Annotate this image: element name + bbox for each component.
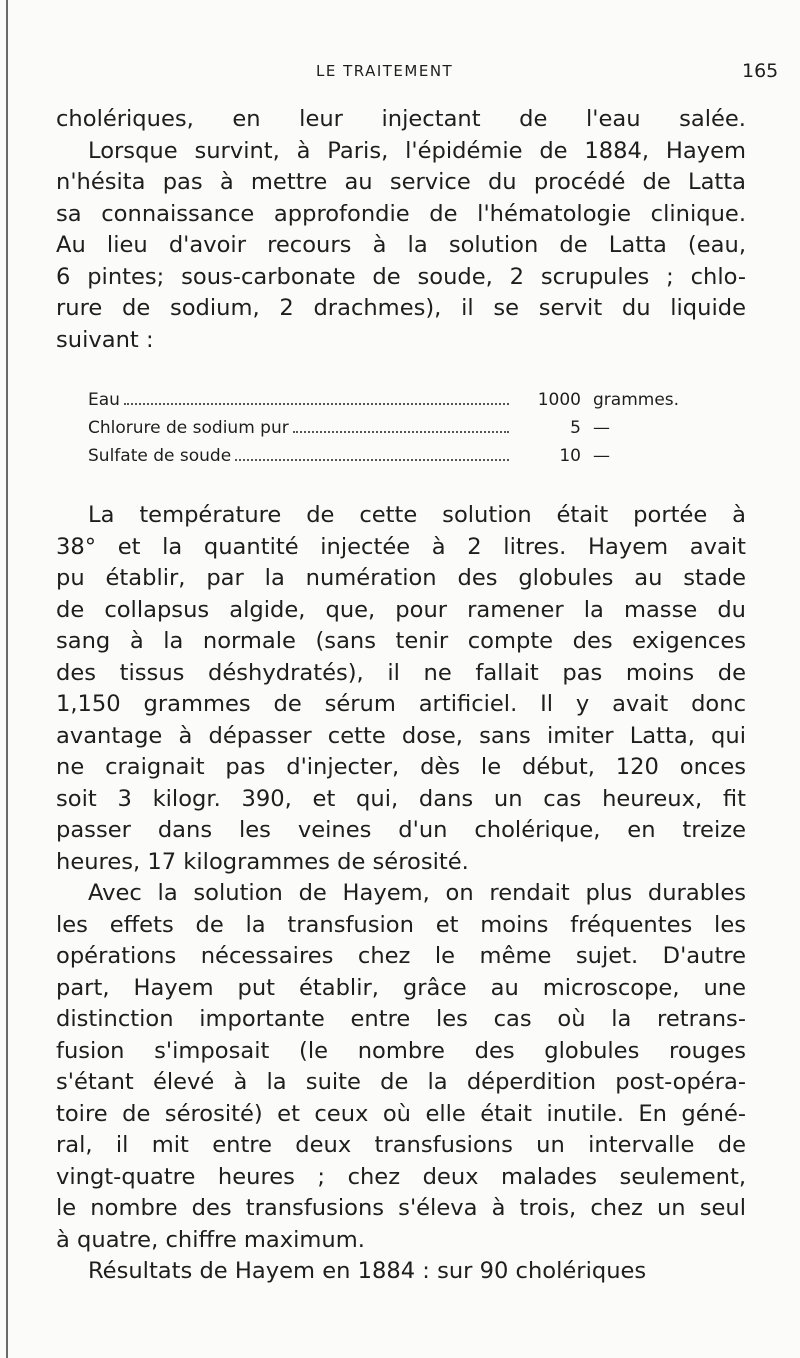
recipe-row bbox=[88, 386, 688, 414]
text-line: soit 3 kilogr. 390, et qui, dans un cas heureux, fit bbox=[56, 785, 746, 812]
text-line: rure de sodium, 2 drachmes), il se servit du liquide bbox=[56, 295, 746, 321]
text-line: 1,150 grammes de sérum artificiel. Il y avait donc bbox=[56, 691, 746, 717]
recipe-unit: — bbox=[593, 446, 610, 466]
dot-leader bbox=[235, 458, 509, 461]
text-line: les effets de la transfusion et moins fréquentes les bbox=[56, 911, 746, 938]
text-line: sa connaissance approfondie de l'hématologie clinique. bbox=[56, 200, 746, 227]
dot-leader bbox=[124, 402, 509, 405]
recipe-unit: grammes. bbox=[593, 390, 680, 410]
text-line: cholériques, en leur injectant de l'eau salée. bbox=[56, 106, 746, 132]
recipe-row bbox=[88, 442, 688, 470]
text-line: des tissus déshydratés), il ne fallait pas moins de bbox=[56, 659, 746, 686]
text-line: vingt-quatre heures ; chez deux malades seulement, bbox=[56, 1163, 746, 1190]
paragraph-3 bbox=[56, 878, 746, 1256]
recipe-table bbox=[88, 386, 688, 470]
recipe-quantity: 5 bbox=[570, 418, 581, 438]
text-line: avantage à dépasser cette dose, sans imiter Latta, qui bbox=[56, 722, 746, 749]
text-line: de collapsus algide, que, pour ramener la masse du bbox=[56, 596, 746, 623]
text-line: n'hésita pas à mettre au service du procédé de Latta bbox=[56, 169, 746, 195]
running-head bbox=[0, 62, 800, 92]
paragraph-1 bbox=[56, 104, 746, 356]
page-number: 165 bbox=[742, 60, 779, 82]
text-line: à quatre, chiffre maximum. bbox=[56, 1226, 365, 1253]
running-head-title: LE TRAITEMENT bbox=[316, 62, 454, 80]
text-line: fusion s'imposait (le nombre des globules rouges bbox=[56, 1037, 746, 1064]
page-binding-edge bbox=[6, 0, 8, 1358]
text-line: 38° et la quantité injectée à 2 litres. Hayem avait bbox=[56, 533, 746, 560]
text-line: distinction importante entre les cas où la retrans- bbox=[56, 1006, 746, 1032]
text-line: passer dans les veines d'un cholérique, en treize bbox=[56, 817, 746, 843]
text-line: Avec la solution de Hayem, on rendait plus durables bbox=[88, 880, 746, 906]
text-line: opérations nécessaires chez le même sujet. D'autre bbox=[56, 943, 746, 969]
text-line: Résultats de Hayem en 1884 : sur 90 cholériques bbox=[88, 1258, 647, 1284]
recipe-row bbox=[88, 414, 688, 442]
text-line: La température de cette solution était portée à bbox=[88, 502, 746, 528]
text-line: heures, 17 kilogrammes de sérosité. bbox=[56, 848, 469, 875]
body-text bbox=[56, 104, 746, 1288]
recipe-quantity: 10 bbox=[559, 446, 581, 466]
text-line: toire de sérosité) et ceux où elle était inutile. En géné- bbox=[56, 1100, 746, 1127]
text-line: s'étant élevé à la suite de la déperdition post-opéra- bbox=[56, 1069, 746, 1095]
recipe-ingredient: Eau bbox=[88, 390, 120, 410]
text-line: pu établir, par la numération des globules au stade bbox=[56, 565, 746, 591]
text-line: ral, il mit entre deux transfusions un intervalle de bbox=[56, 1132, 746, 1158]
text-line: 6 pintes; sous-carbonate de soude, 2 scrupules ; chlo- bbox=[56, 263, 746, 290]
recipe-ingredient: Sulfate de soude bbox=[88, 446, 232, 466]
text-line: ne craignait pas d'injecter, dès le début, 120 onces bbox=[56, 754, 746, 780]
recipe-quantity: 1000 bbox=[537, 390, 581, 410]
text-line: part, Hayem put établir, grâce au microscope, une bbox=[56, 974, 746, 1001]
text-line: Au lieu d'avoir recours à la solution de Latta (eau, bbox=[56, 232, 746, 258]
dot-leader bbox=[293, 430, 509, 433]
text-line: suivant : bbox=[56, 326, 154, 353]
recipe-unit: — bbox=[593, 418, 610, 438]
recipe-ingredient: Chlorure de sodium pur bbox=[88, 418, 289, 438]
text-line: sang à la normale (sans tenir compte des exigences bbox=[56, 628, 746, 654]
paragraph-4 bbox=[56, 1256, 746, 1288]
paragraph-2 bbox=[56, 500, 746, 878]
text-line: Lorsque survint, à Paris, l'épidémie de 1884, Hayem bbox=[88, 137, 746, 164]
text-line: le nombre des transfusions s'éleva à trois, chez un seul bbox=[56, 1195, 746, 1221]
